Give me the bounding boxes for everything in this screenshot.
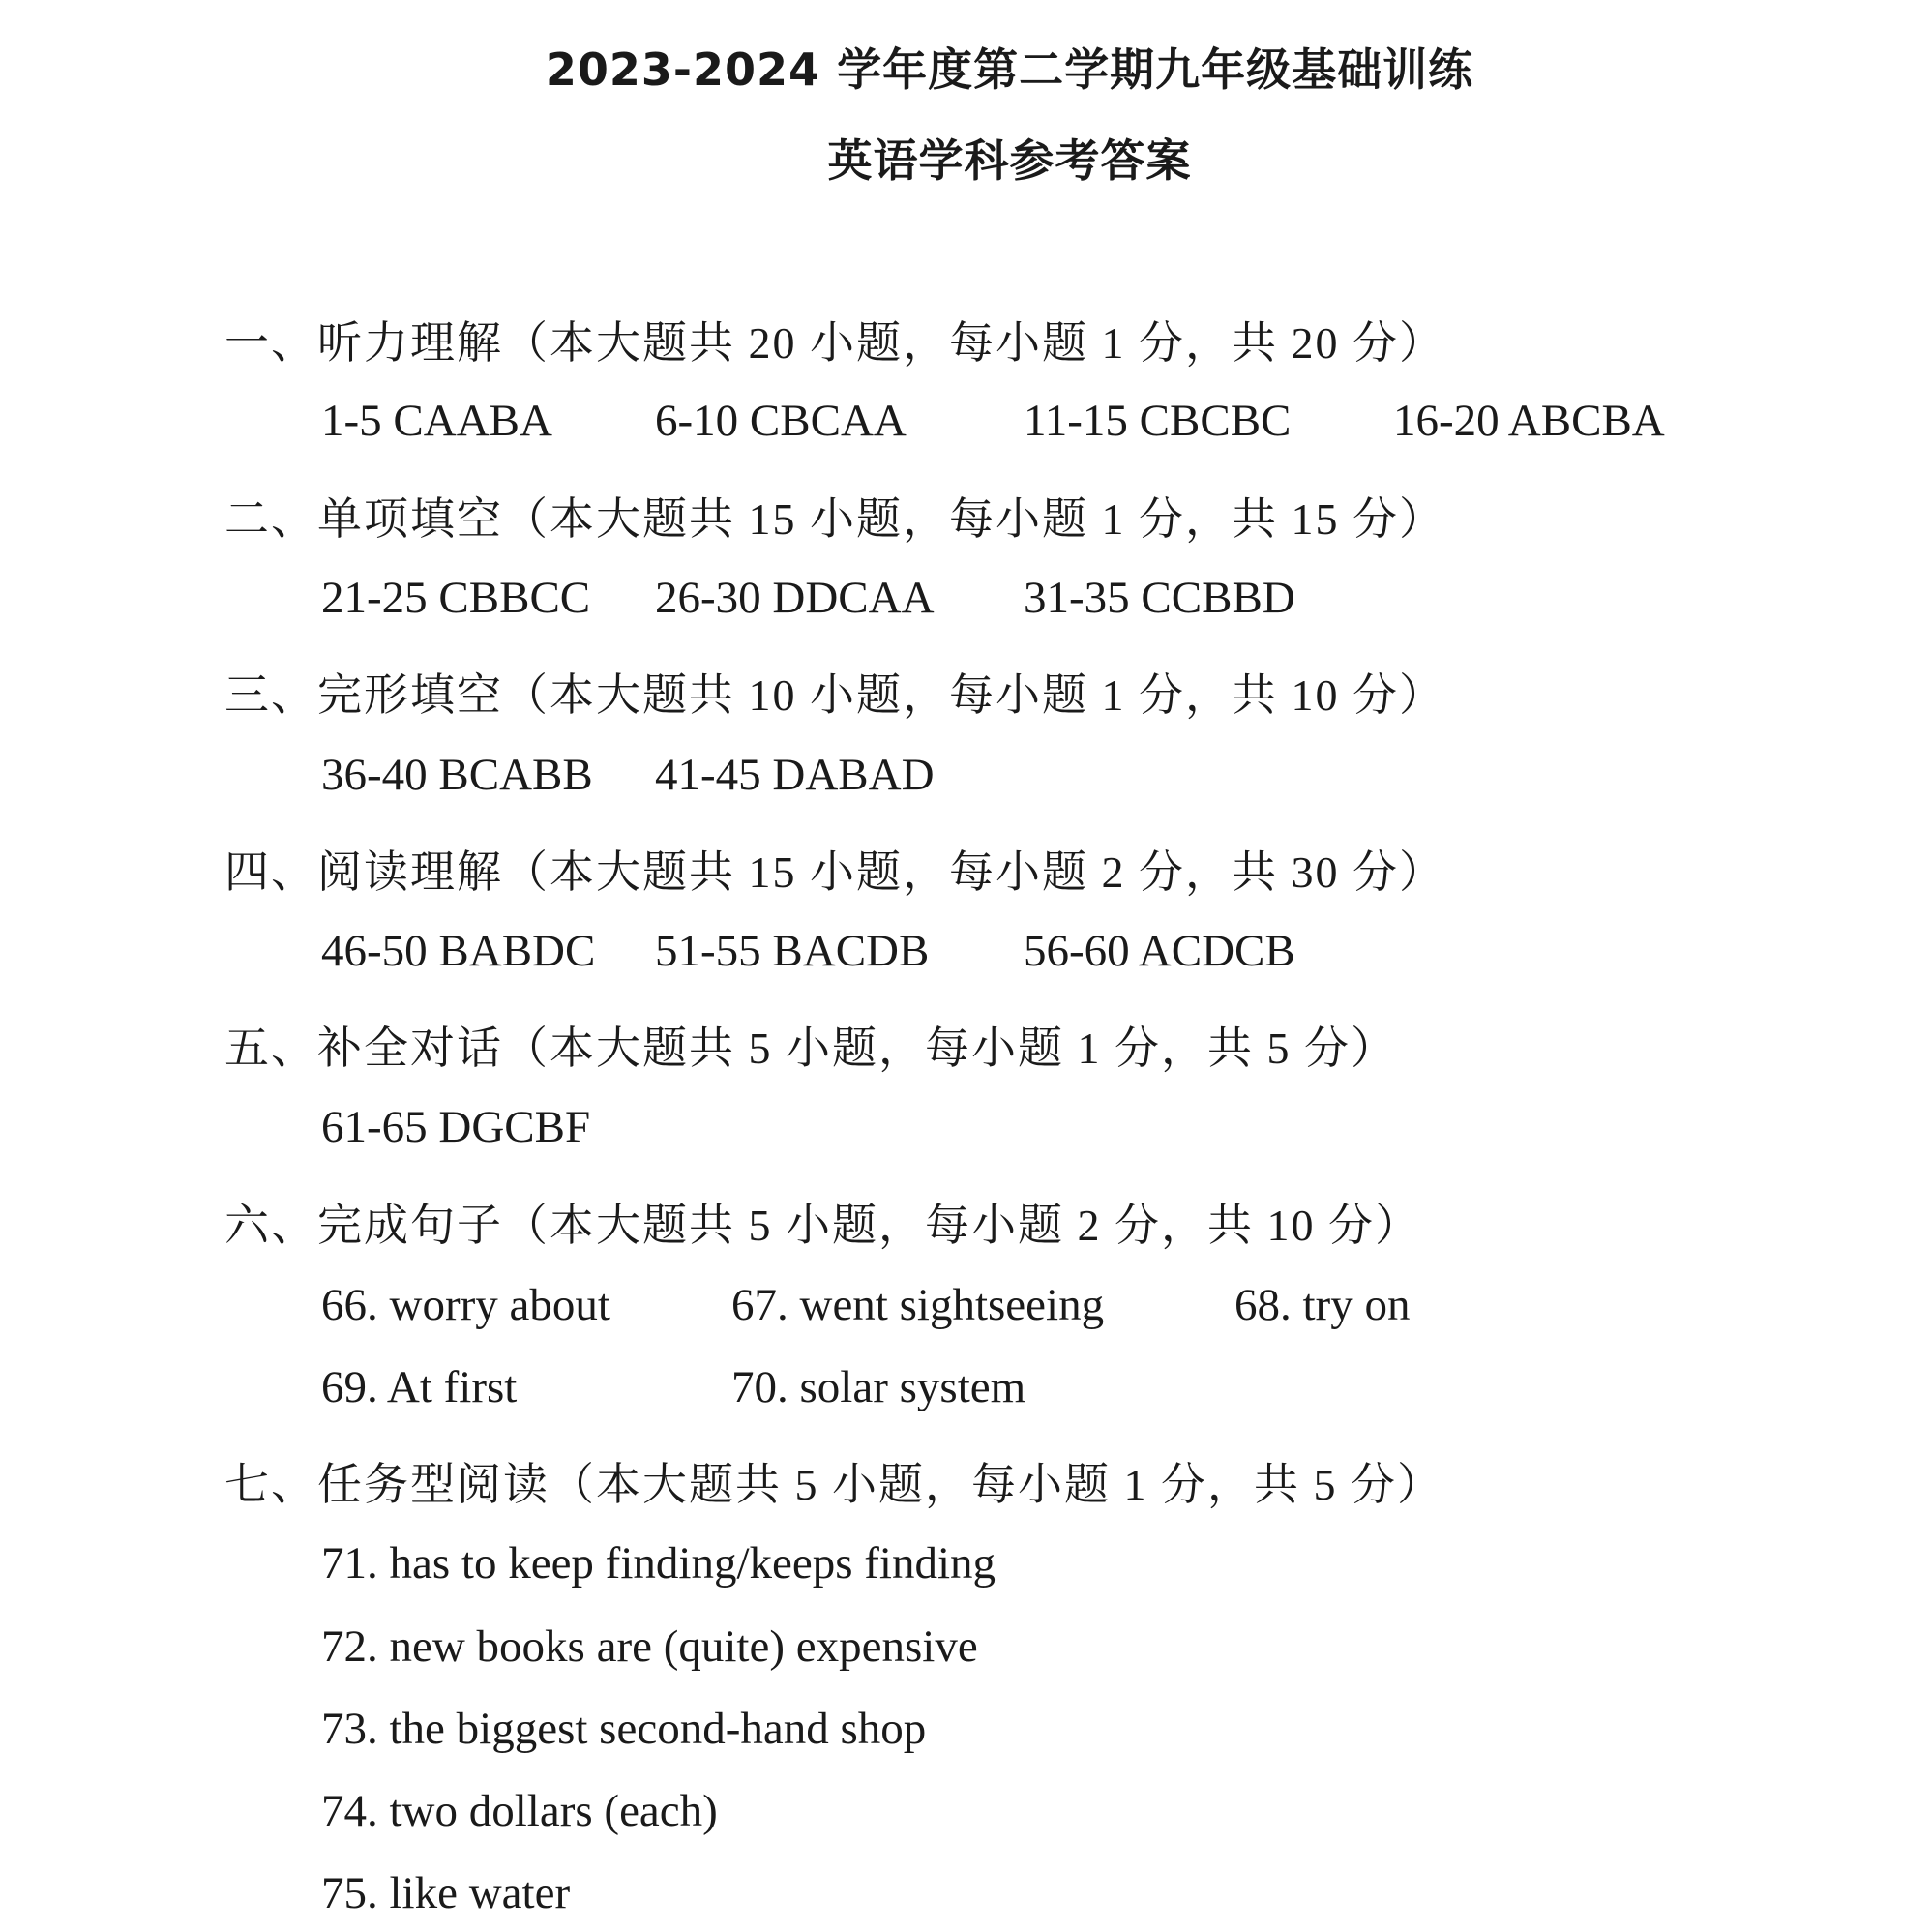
- section-heading-dialogue: 五、补全对话（本大题共 5 小题，每小题 1 分，共 5 分）: [224, 1024, 1397, 1073]
- answer-item: 72. new books are (quite) expensive: [321, 1621, 978, 1672]
- answer-group: 26-30 DDCAA: [655, 573, 935, 623]
- answer-group: 11-15 CBCBC: [1024, 396, 1292, 446]
- answer-group: 61-65 DGCBF: [321, 1102, 591, 1152]
- answer-group: 46-50 BABDC: [321, 926, 596, 976]
- section-heading-listening: 一、听力理解（本大题共 20 小题，每小题 1 分，共 20 分）: [224, 318, 1445, 368]
- section-heading-single-choice: 二、单项填空（本大题共 15 小题，每小题 1 分，共 15 分）: [224, 494, 1445, 544]
- section-heading-reading: 四、阅读理解（本大题共 15 小题，每小题 2 分，共 30 分）: [224, 847, 1445, 897]
- answer-item: 71. has to keep finding/keeps finding: [321, 1538, 996, 1589]
- answer-item: 67. went sightseeing: [731, 1280, 1105, 1330]
- section-heading-cloze: 三、完形填空（本大题共 10 小题，每小题 1 分，共 10 分）: [224, 670, 1445, 720]
- answer-group: 16-20 ABCBA: [1393, 396, 1665, 446]
- answer-item: 68. try on: [1234, 1280, 1411, 1330]
- answer-item: 69. At first: [321, 1362, 518, 1412]
- answer-group: 51-55 BACDB: [655, 926, 930, 976]
- document-title: 2023-2024 学年度第二学期九年级基础训练: [545, 44, 1474, 96]
- answer-group: 31-35 CCBBD: [1024, 573, 1295, 623]
- section-heading-sentences: 六、完成句子（本大题共 5 小题，每小题 2 分，共 10 分）: [224, 1201, 1421, 1250]
- document-subtitle: 英语学科参考答案: [827, 134, 1192, 187]
- answer-group: 6-10 CBCAA: [655, 396, 907, 446]
- answer-group: 56-60 ACDCB: [1024, 926, 1295, 976]
- answer-group: 1-5 CAABA: [321, 396, 552, 446]
- answer-group: 36-40 BCABB: [321, 750, 593, 800]
- answer-item: 66. worry about: [321, 1280, 610, 1330]
- answer-item: 75. like water: [321, 1868, 571, 1918]
- section-heading-task-reading: 七、任务型阅读（本大题共 5 小题，每小题 1 分，共 5 分）: [224, 1460, 1443, 1509]
- answer-group: 41-45 DABAD: [655, 750, 935, 800]
- answer-item: 70. solar system: [731, 1362, 1026, 1412]
- answer-item: 73. the biggest second-hand shop: [321, 1704, 927, 1754]
- answer-group: 21-25 CBBCC: [321, 573, 591, 623]
- answer-item: 74. two dollars (each): [321, 1786, 718, 1836]
